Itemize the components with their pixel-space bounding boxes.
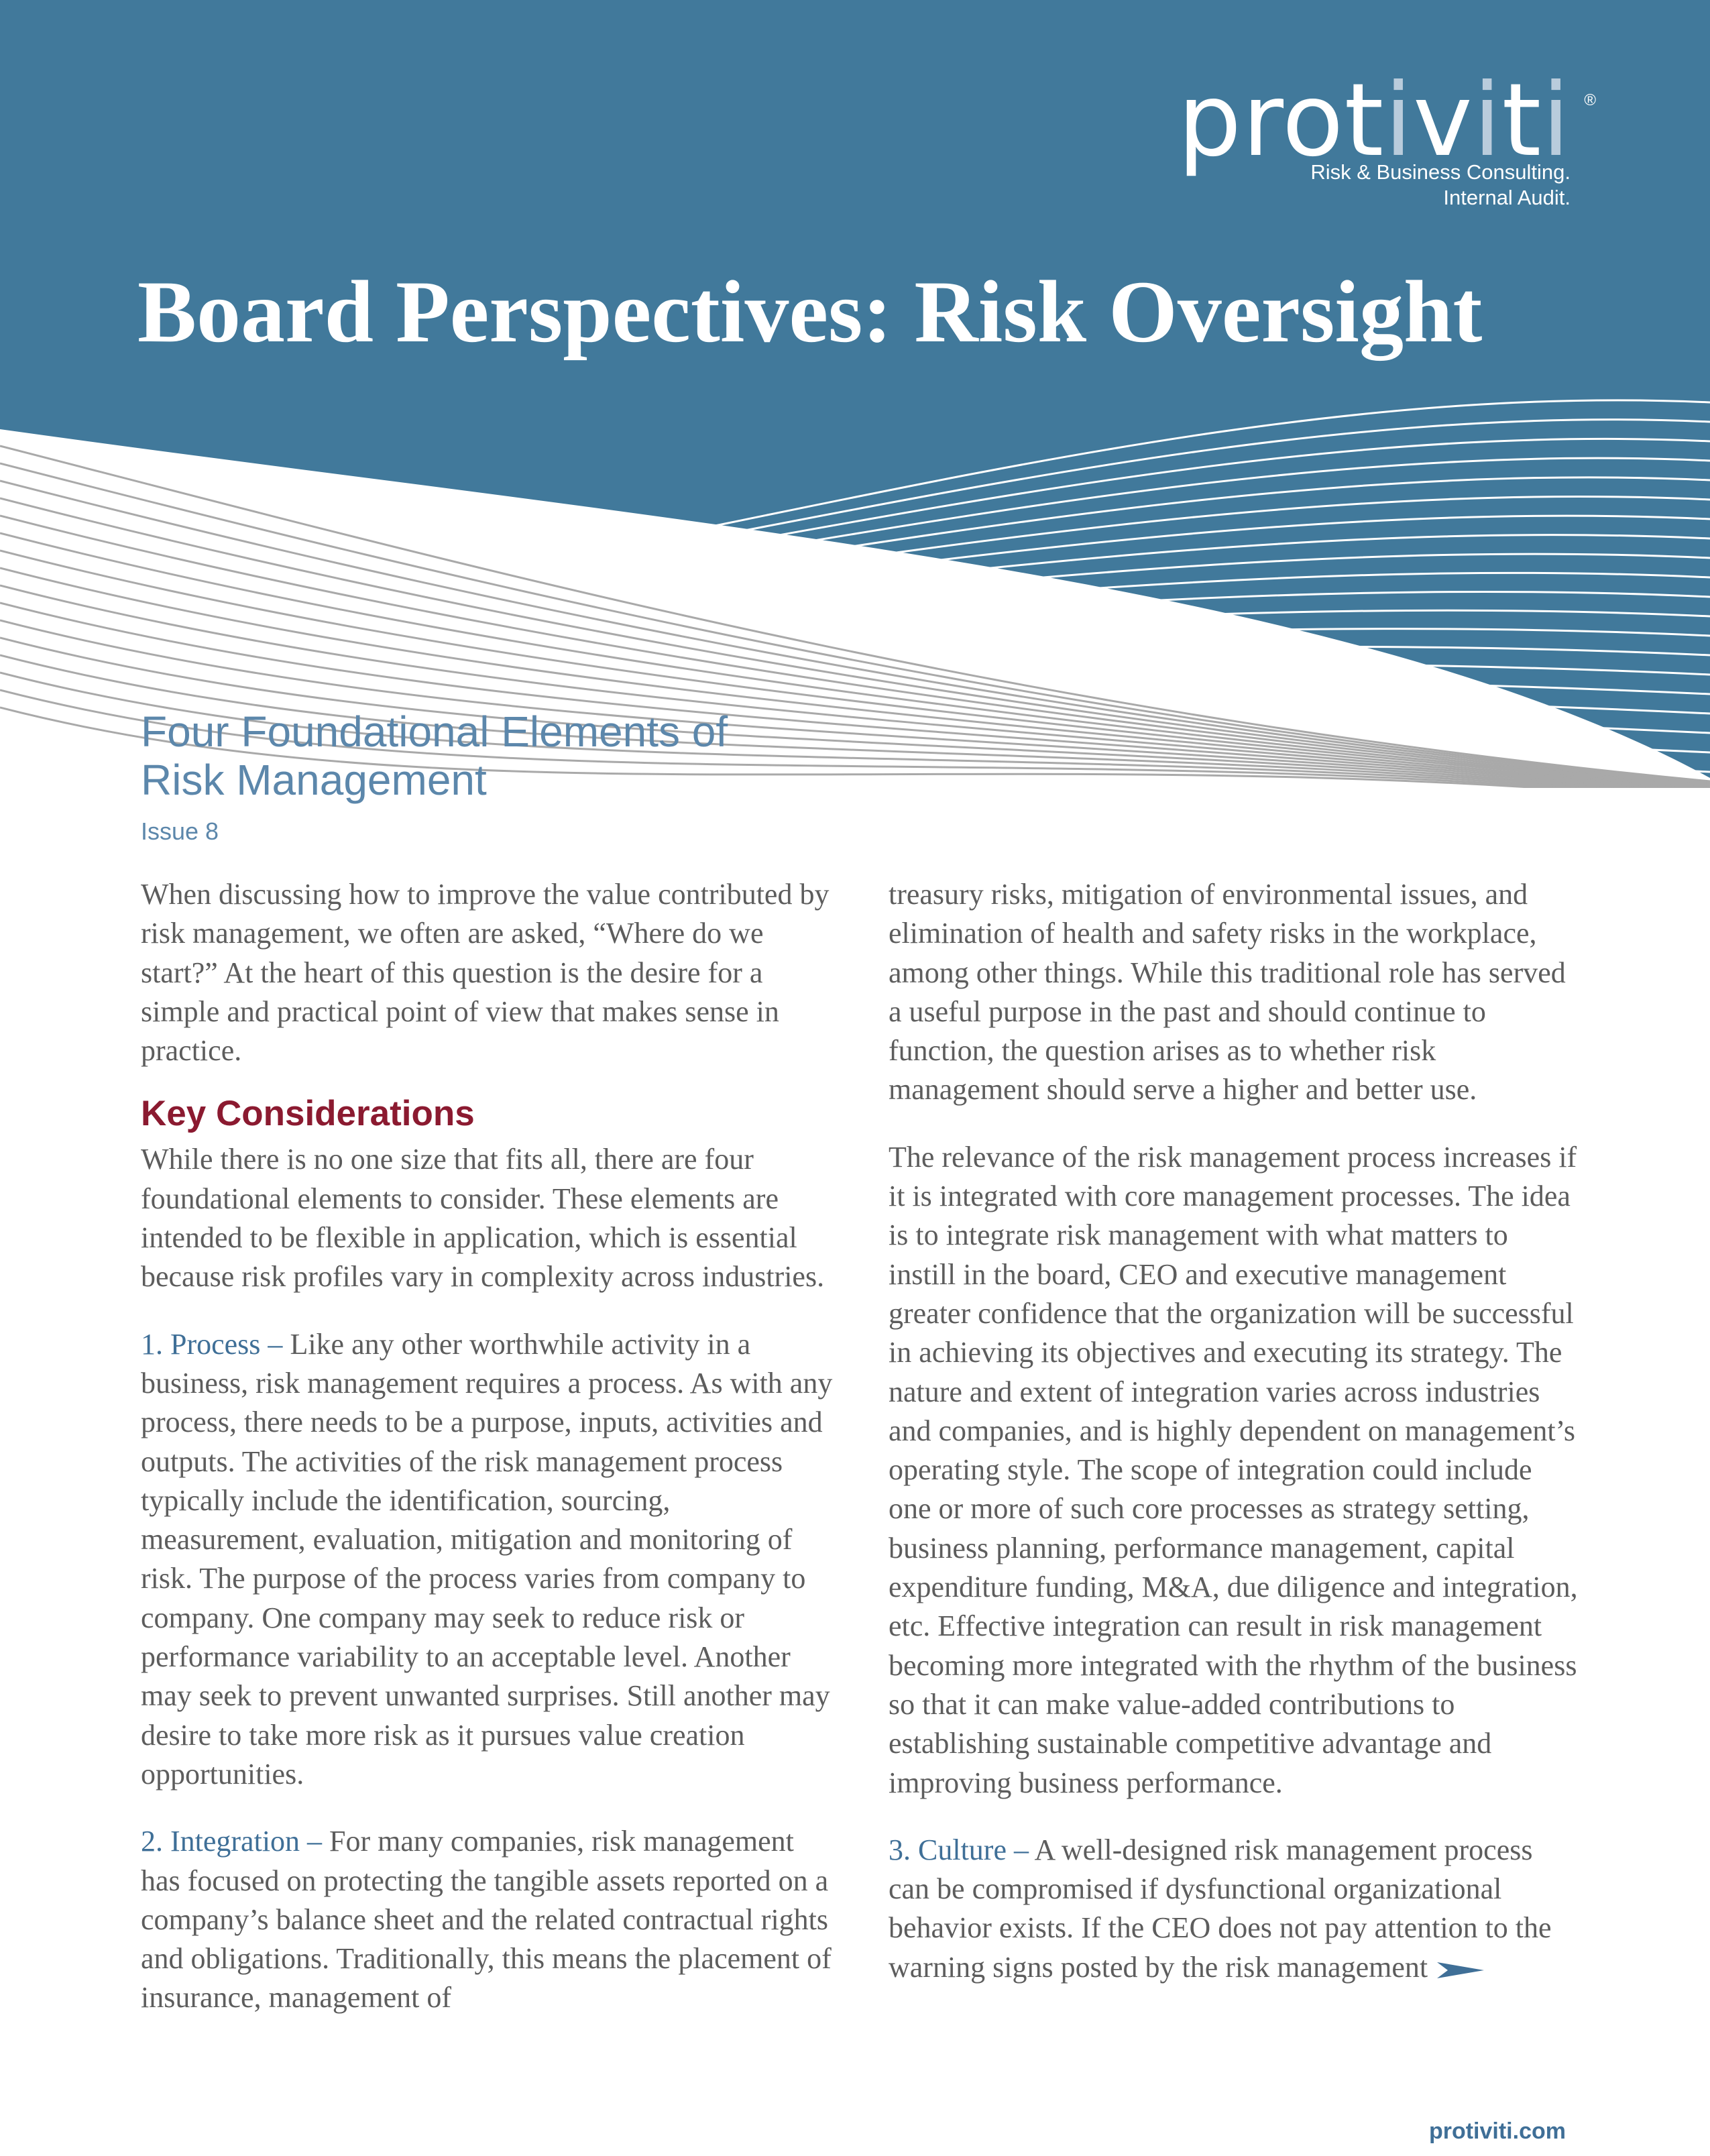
right-column [889, 875, 1579, 1987]
integration-relevance-paragraph: The relevance of the risk management process increases if it is integrated with core management processes. The idea is to integrate risk management with what matters to instill in the board, CEO and executive management greater confidence that the organization will be successful in achieving its objectives and executing its strategy. The nature and extent of integration varies across industries and companies, and is highly dependent on management’s operating style. The scope of integration could include one or more of such core processes as strategy setting, business planning, performance management, capital expenditure funding, M&A, due diligence and integration, etc. Effective integration can result in risk management becoming more integrated with the rhythm of the business so that it can make value-added contributions to establishing sustainable competitive advantage and improving business performance. [889, 1140, 1578, 1799]
logo-tagline [1310, 160, 1571, 211]
culture-lead: 3. Culture – [889, 1833, 1029, 1866]
integration-lead: 2. Integration – [141, 1825, 323, 1858]
subtitle-line-1: Four Foundational Elements of [141, 707, 728, 756]
protiviti-logo [1178, 62, 1596, 228]
process-paragraph [141, 1325, 838, 1795]
issue-number: Issue 8 [141, 817, 219, 845]
tagline-line-2: Internal Audit. [1443, 186, 1571, 209]
key-considerations-heading: Key Considerations [141, 1094, 475, 1134]
integration-paragraph [141, 1822, 838, 2017]
registered-mark: ® [1584, 91, 1596, 109]
culture-paragraph [889, 1831, 1579, 1987]
next-page-arrow-icon [1437, 1960, 1484, 1980]
process-lead: 1. Process – [141, 1327, 283, 1361]
culture-text: A well-designed risk management process can be compromised if dysfunctional organizational behavior exists. If the CEO does not pay attention to the warning signs posted by the risk management [889, 1833, 1552, 1984]
left-column [141, 875, 838, 2018]
key-considerations-paragraph: While there is no one size that fits all, there are four foundational elements to consider. These elements are intended to be flexible in application, which is essential because risk profiles vary in complexity across industries. [141, 1143, 825, 1294]
process-text: Like any other worthwhile activity in a business, risk management requires a process. As with any process, there needs to be a purpose, inputs, activities and outputs. The activities of the risk management process typically include the identification, sourcing, measurement, evaluation, mitigation and monitoring of risk. The purpose of the process varies from company to company. One company may seek to reduce risk or performance variability to an acceptable level. Another may seek to prevent unwanted surprises. Still another may desire to take more risk as it pursues value creation opportunities. [141, 1327, 833, 1791]
footer-website: protiviti.com [1428, 2118, 1566, 2144]
continued-paragraph: treasury risks, mitigation of environmental issues, and elimination of health and safety risks in the workplace, among other things. While this traditional role has served a useful purpose in the past and should continue to function, the question arises as to whether risk management should serve a higher and better use. [889, 878, 1566, 1107]
intro-paragraph: When discussing how to improve the value contributed by risk management, we often are asked, “Where do we start?” At the heart of this question is the desire for a simple and practical point of view that makes sense in practice. [141, 878, 830, 1068]
tagline-line-1: Risk & Business Consulting. [1310, 160, 1571, 184]
integration-text: For many companies, risk management has focused on protecting the tangible assets reported on a company’s balance sheet and the related contractual rights and obligations. Traditionally, this means the placement of insurance, management of [141, 1825, 832, 2015]
subtitle-line-2: Risk Management [141, 756, 487, 804]
page-title: Board Perspectives: Risk Oversight [137, 262, 1483, 361]
logo-wordmark: protiviti [1178, 62, 1571, 179]
article-subtitle [141, 707, 912, 804]
